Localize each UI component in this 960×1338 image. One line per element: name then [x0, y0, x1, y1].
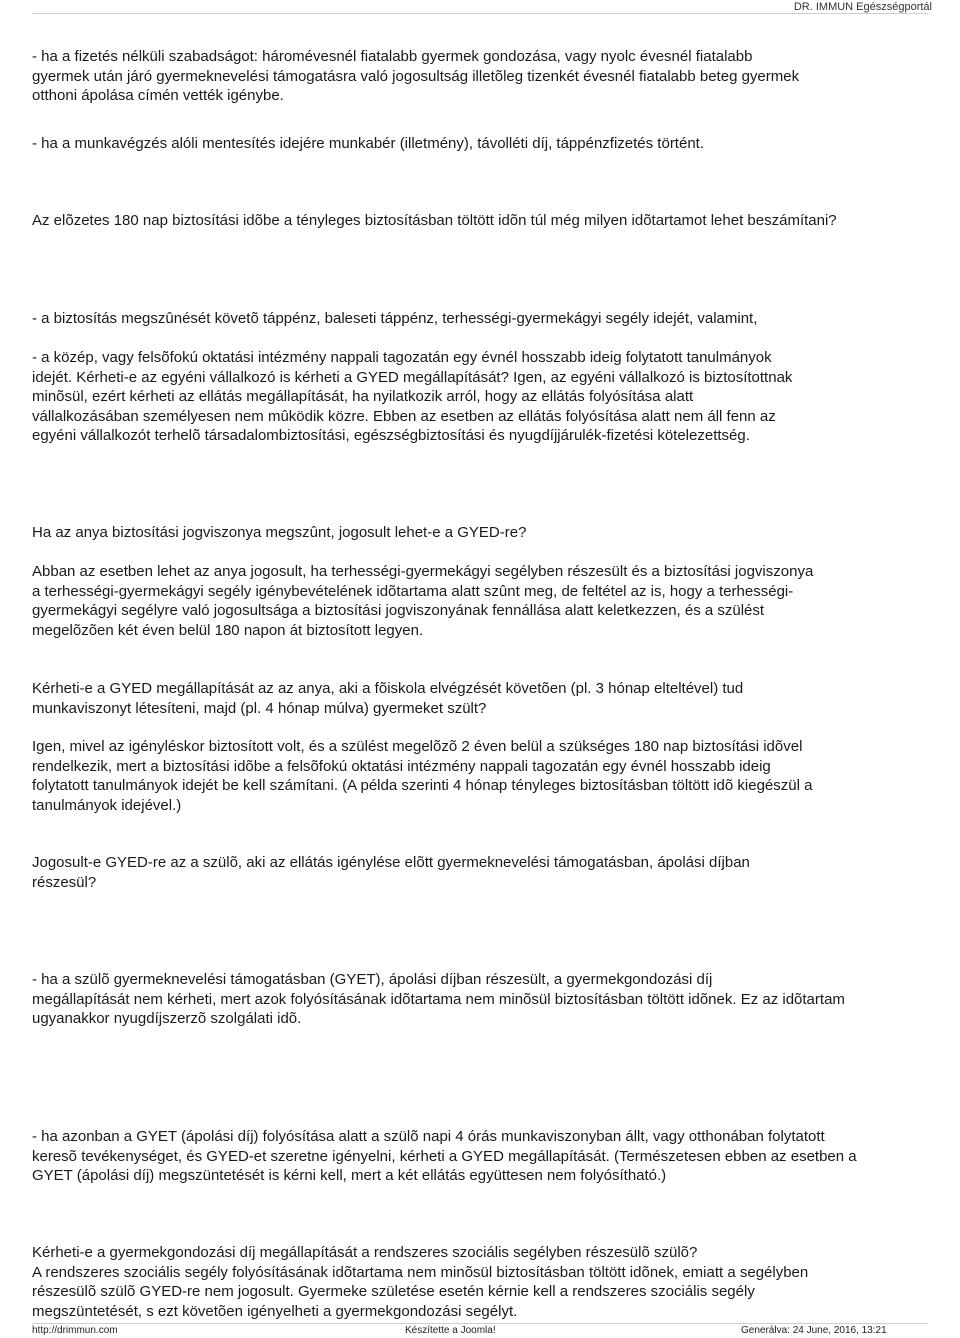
- text-line: - ha azonban a GYET (ápolási díj) folyósítása alatt a szülõ napi 4 órás munkaviszonyban állt, vagy otthonában folytatott: [32, 1128, 825, 1145]
- text-line: GYET (ápolási díj) megszüntetését is kérni kell, mert a két ellátás együttesen nem folyósítható.): [32, 1167, 667, 1184]
- text-line: Ha az anya biztosítási jogviszonya megszûnt, jogosult lehet-e a GYED-re?: [32, 524, 527, 541]
- paragraph-p13: [32, 1243, 928, 1321]
- text-line: Igen, mivel az igényléskor biztosított volt, és a szülést megelõzõ 2 éven belül a szükséges 180 nap biztosítási idõvel: [32, 738, 803, 755]
- text-line: részesülõ szülõ GYED-re nem jogosult. Gyermeke születése esetén kérnie kell a rendszeres szociális segély: [32, 1283, 755, 1300]
- text-line: Az elõzetes 180 nap biztosítási idõbe a tényleges biztosításban töltött idõn túl még milyen idõtartamot lehet beszámítani?: [32, 212, 837, 229]
- text-line: minõsül, ezért kérheti az ellátás megállapítását, ha nyilatkozik arról, hogy az ellátás folyósítása alatt: [32, 388, 694, 405]
- paragraph-p6: [32, 523, 928, 543]
- text-line: gyermek után járó gyermeknevelési támogatásra való jogosultság illetõleg tizenkét évesnél fiatalabb beteg gyermek: [32, 67, 800, 85]
- text-line: - ha a munkavégzés alóli mentesítés idejére munkabér (illetmény), távolléti díj, táppénzfizetés történt.: [32, 135, 704, 152]
- paragraph-p12: [32, 1127, 928, 1186]
- text-line: megállapítását nem kérheti, mert azok folyósításának idõtartama nem minõsül biztosításban töltött idõnek. Ez az idõtartam: [32, 990, 845, 1008]
- header-divider: [32, 13, 928, 14]
- text-line: A rendszeres szociális segély folyósításának idõtartama nem minõsül biztosításban töltött idõnek, emiatt a segélyben: [32, 1263, 809, 1281]
- text-line: - ha a szülõ gyermeknevelési támogatásban (GYET), ápolási díjban részesült, a gyermekgondozási díj: [32, 971, 713, 988]
- paragraph-p10: [32, 853, 928, 892]
- paragraph-p8: [32, 679, 928, 718]
- paragraph-p5: [32, 348, 928, 446]
- text-line: Jogosult-e GYED-re az a szülõ, aki az ellátás igénylése elõtt gyermeknevelési támogatásban, ápolási díjban: [32, 854, 750, 871]
- paragraph-p1: [32, 47, 928, 106]
- page-footer: [32, 1324, 928, 1337]
- site-header: DR. IMMUN Egészségportál: [793, 1, 932, 13]
- text-line: Abban az esetben lehet az anya jogosult, ha terhességi-gyermekágyi segélyben részesült és a biztosítási jogviszonya: [32, 563, 814, 580]
- text-line: Kérheti-e a GYED megállapítását az az anya, aki a fõiskola elvégzését követõen (pl. 3 hónap elteltével) tud: [32, 680, 744, 697]
- paragraph-p11: [32, 970, 928, 1029]
- text-line: ugyanakkor nyugdíjszerzõ szolgálati idõ.: [32, 1010, 302, 1027]
- footer-generated: Generálva: 24 June, 2016, 13:21: [741, 1325, 887, 1336]
- text-line: megelõzõen két éven belül 180 napon át biztosított legyen.: [32, 621, 424, 639]
- text-line: munkaviszonyt létesíteni, majd (pl. 4 hónap múlva) gyermeket szült?: [32, 699, 487, 717]
- footer-url[interactable]: http://drimmun.com: [32, 1325, 118, 1336]
- text-line: a terhességi-gyermekágyi segély igénybevételének idõtartama alatt szûnt meg, de feltétel az is, hogy a terhességi-: [32, 582, 794, 600]
- paragraph-p3: [32, 211, 928, 231]
- paragraph-p2: [32, 134, 928, 154]
- text-line: folytatott tanulmányok idejét be kell számítani. (A példa szerinti 4 hónap tényleges biztosításban töltött idõ kiegészül a: [32, 777, 813, 794]
- paragraph-p9: [32, 737, 928, 815]
- text-line: gyermekágyi segélyre való jogosultsága a biztosítási jogviszonyának fennállása alatt keletkezzen, és a szülést: [32, 602, 765, 619]
- text-line: megszüntetését, s ezt követõen igényelheti a gyermekgondozási segélyt.: [32, 1302, 518, 1320]
- text-line: idejét. Kérheti-e az egyéni vállalkozó is kérheti a GYED megállapítását? Igen, az egyéni vállalkozó is biztosítottnak: [32, 368, 793, 386]
- text-line: egyéni vállalkozót terhelõ társadalombiztosítási, egészségbiztosítási és nyugdíjjárulék-fizetési kötelezettség.: [32, 427, 750, 444]
- text-line: - a közép, vagy felsõfokú oktatási intézmény nappali tagozatán egy évnél hosszabb ideig folytatott tanulmányok: [32, 349, 772, 366]
- footer-made-with: Készítette a Joomla!: [405, 1325, 496, 1336]
- text-line: tanulmányok idejével.): [32, 796, 182, 814]
- text-line: otthoni ápolása címén vették igénybe.: [32, 87, 284, 104]
- text-line: keresõ tevékenységet, és GYED-et szeretne igényelni, kérheti a GYED megállapítását. (Természetesen ebben az esetben a: [32, 1147, 857, 1165]
- paragraph-p7: [32, 562, 928, 640]
- text-line: - a biztosítás megszûnését követõ táppénz, baleseti táppénz, terhességi-gyermekágyi segély idejét, valamint,: [32, 310, 758, 327]
- text-line: részesül?: [32, 873, 97, 891]
- text-line: - ha a fizetés nélküli szabadságot: háromévesnél fiatalabb gyermek gondozása, vagy nyolc évesnél fiatalabb: [32, 48, 753, 65]
- text-line: vállalkozásában személyesen nem mûködik közre. Ebben az esetben az ellátás folyósítása alatt nem áll fenn az: [32, 407, 776, 425]
- paragraph-p4: [32, 309, 928, 329]
- text-line: rendelkezik, mert a biztosítási idõbe a felsõfokú oktatási intézmény nappali tagozatán egy évnél hosszabb ideig: [32, 757, 771, 775]
- text-line: Kérheti-e a gyermekgondozási díj megállapítását a rendszeres szociális segélyben részesülõ szülõ?: [32, 1244, 698, 1261]
